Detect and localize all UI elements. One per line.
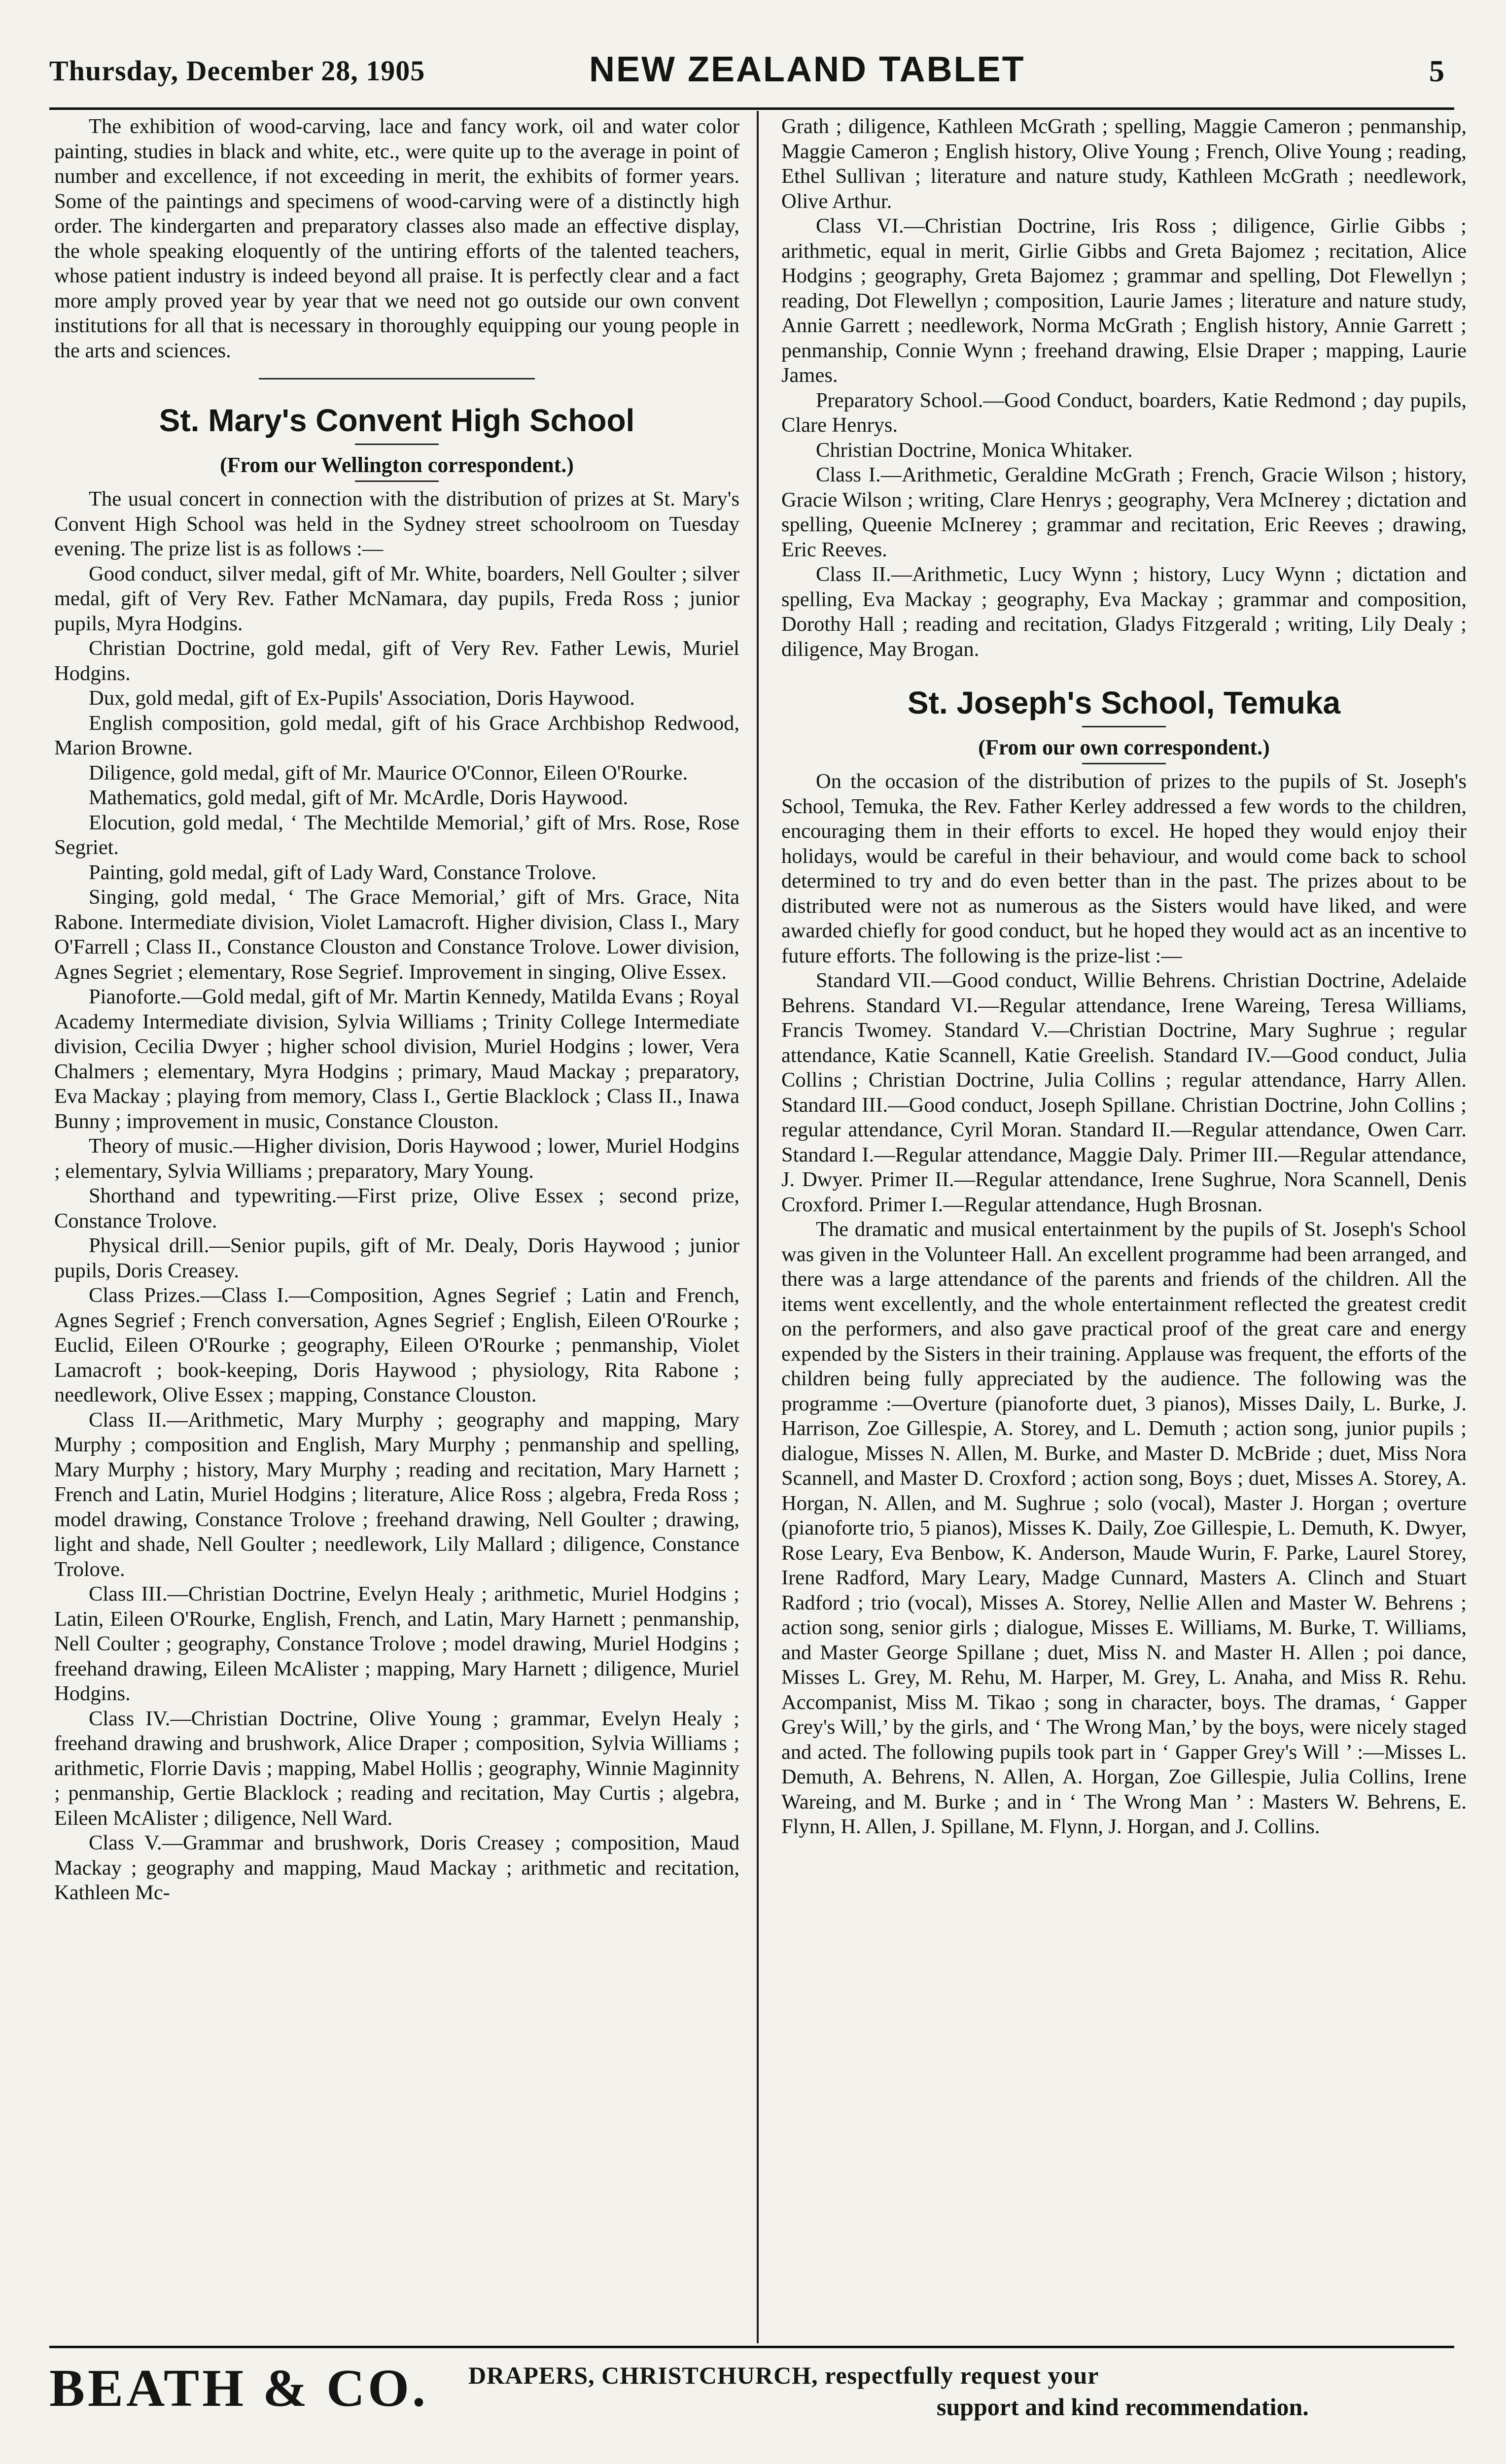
article-paragraph: Class III.—Christian Doctrine, Evelyn Healy ; arithmetic, Muriel Hodgins ; Latin, Eileen O'Rourke, English, French, and Latin, Mary Harnett ; penmanship, Nell Coulter ; geography, Constance Trolove ; model drawing, Muriel Hodgins ; freehand drawing, Eileen McAlister ; mapping, Mary Harnett ; diligence, Muriel Hodgins. <box>54 1582 739 1705</box>
article-paragraph: Dux, gold medal, gift of Ex-Pupils' Association, Doris Haywood. <box>89 686 635 710</box>
article-paragraph: Class II.—Arithmetic, Lucy Wynn ; history, Lucy Wynn ; dictation and spelling, Eva Mackay ; geography, Eva Mackay ; grammar and composition, Dorothy Hall ; reading and recitation, Gladys Fitzgerald ; writing, Lily Dealy ; diligence, May Brogan. <box>781 563 1467 661</box>
article-paragraph: Elocution, gold medal, ‘ The Mechtilde Memorial,’ gift of Mrs. Rose, Rose Segriet. <box>54 811 739 859</box>
page-header <box>49 44 1444 108</box>
article-paragraph: Pianoforte.—Gold medal, gift of Mr. Martin Kennedy, Matilda Evans ; Royal Academy Intermediate division, Sylvia Williams ; Trinity College Intermediate division, Cecilia Dwyer ; higher school division, Muriel Hodgins ; lower, Vera Chalmers ; elementary, Myra Hodgins ; primary, Maud Mackay ; preparatory, Eva Mackay ; playing from memory, Class I., Gertie Blacklock ; Class II., Inawa Bunny ; improvement in music, Constance Clouston. <box>54 985 739 1133</box>
section-divider <box>259 378 535 379</box>
page-number: 5 <box>1429 55 1444 88</box>
article-paragraph: Christian Doctrine, Monica Whitaker. <box>816 438 1133 462</box>
article-paragraph: Grath ; diligence, Kathleen McGrath ; spelling, Maggie Cameron ; penmanship, Maggie Cameron ; English history, Olive Young ; French, Olive Young ; reading, Ethel Sullivan ; literature and nature study, Kathleen McGrath ; needlework, Olive Arthur. <box>781 115 1467 213</box>
article-paragraph: Standard VII.—Good conduct, Willie Behrens. Christian Doctrine, Adelaide Behrens. Standard VI.—Regular attendance, Irene Wareing, Teresa Williams, Francis Twomey. Standard V.—Christian Doctrine, Mary Sughrue ; regular attendance, Katie Scannell, Katie Greelish. Standard IV.—Good conduct, Julia Collins ; Christian Doctrine, Julia Collins ; regular attendance, Harry Allen. Standard III.—Good conduct, Joseph Spillane. Christian Doctrine, John Collins ; regular attendance, Cyril Moran. Standard II.—Regular attendance, Owen Carr. Standard I.—Regular attendance, Maggie Daly. Primer III.—Regular attendance, J. Dwyer. Primer II.—Regular attendance, Irene Sughrue, Nora Scannell, Denis Croxford. Primer I.—Regular attendance, Hugh Brosnan. <box>781 969 1467 1216</box>
article-paragraph: Shorthand and typewriting.—First prize, Olive Essex ; second prize, Constance Trolove. <box>54 1184 739 1232</box>
article-paragraph: Class IV.—Christian Doctrine, Olive Young ; grammar, Evelyn Healy ; freehand drawing and brushwork, Alice Draper ; composition, Sylvia Williams ; arithmetic, Florrie Davis ; mapping, Mabel Hollis ; geography, Winnie Maginnity ; penmanship, Gertie Blacklock ; reading and recitation, May Curtis ; algebra, Eileen McAlister ; diligence, Nell Ward. <box>54 1707 739 1830</box>
article-paragraph: Painting, gold medal, gift of Lady Ward, Constance Trolove. <box>89 860 596 884</box>
article-paragraph: English composition, gold medal, gift of his Grace Archbishop Redwood, Marion Browne. <box>54 711 739 759</box>
advertisement-footer <box>49 2353 1454 2452</box>
article-paragraph: Singing, gold medal, ‘ The Grace Memorial,’ gift of Mrs. Grace, Nita Rabone. Intermediate division, Violet Lamacroft. Higher division, Class I., Mary O'Farrell ; Class II., Constance Clouston and Constance Trolove. Lower division, Agnes Segriet ; elementary, Rose Segrief. Improvement in singing, Olive Essex. <box>54 886 739 984</box>
article-paragraph: Physical drill.—Senior pupils, gift of Mr. Dealy, Doris Haywood ; junior pupils, Doris Creasey. <box>54 1234 739 1282</box>
article-paragraph: Class V.—Grammar and brushwork, Doris Creasey ; composition, Maud Mackay ; geography and mapping, Maud Mackay ; arithmetic and recitation, Kathleen Mc- <box>54 1831 739 1904</box>
byline-rule <box>1082 763 1166 764</box>
footer-rule <box>49 2346 1454 2348</box>
section-title-st-marys: St. Mary's Convent High School <box>159 403 635 438</box>
title-underline <box>355 444 439 445</box>
byline-wellington: (From our Wellington correspondent.) <box>220 453 574 477</box>
article-paragraph: Class Prizes.—Class I.—Composition, Agnes Segrief ; Latin and French, Agnes Segrief ; French conversation, Agnes Segrief ; English, Eileen O'Rourke ; Euclid, Eileen O'Rourke ; geography, Eileen O'Rourke ; penmanship, Violet Lamacroft ; book-keeping, Doris Haywood ; physiology, Rita Rabone ; needlework, Olive Essex ; mapping, Constance Clouston. <box>54 1284 739 1406</box>
byline-rule <box>355 480 439 482</box>
article-paragraph: Class II.—Arithmetic, Mary Murphy ; geography and mapping, Mary Murphy ; composition and English, Mary Murphy ; penmanship and spelling, Mary Murphy ; history, Mary Murphy ; reading and recitation, Mary Harnett ; French and Latin, Muriel Hodgins ; literature, Alice Ross ; algebra, Freda Ross ; model drawing, Constance Trolove ; freehand drawing, Nell Goulter ; drawing, light and shade, Nell Goulter ; needlework, Lily Mallard ; diligence, Constance Trolove. <box>54 1408 739 1581</box>
byline-temuka: (From our own correspondent.) <box>978 735 1270 759</box>
title-underline <box>1082 726 1166 727</box>
advertisement-line-1: DRAPERS, CHRISTCHURCH, respectfully request your <box>468 2361 1099 2389</box>
article-paragraph: Good conduct, silver medal, gift of Mr. White, boarders, Nell Goulter ; silver medal, gift of Very Rev. Father McNamara, day pupils, Freda Ross ; junior pupils, Myra Hodgins. <box>54 562 739 635</box>
article-paragraph: Preparatory School.—Good Conduct, boarders, Katie Redmond ; day pupils, Clare Henrys. <box>781 388 1467 437</box>
article-paragraph: Mathematics, gold medal, gift of Mr. McArdle, Doris Haywood. <box>89 786 629 809</box>
article-paragraph: Class I.—Arithmetic, Geraldine McGrath ; French, Gracie Wilson ; history, Gracie Wilson ; writing, Clare Henrys ; geography, Vera McInerey ; dictation and spelling, Queenie McInerey ; grammar and recitation, Eric Reeves ; drawing, Eric Reeves. <box>781 463 1467 561</box>
article-paragraph: Christian Doctrine, gold medal, gift of Very Rev. Father Lewis, Muriel Hodgins. <box>54 637 739 685</box>
article-paragraph: Diligence, gold medal, gift of Mr. Maurice O'Connor, Eileen O'Rourke. <box>89 761 688 785</box>
advertisement-line-2: support and kind recommendation. <box>937 2393 1309 2421</box>
right-column <box>781 114 1467 2339</box>
article-paragraph: Class VI.—Christian Doctrine, Iris Ross ; diligence, Girlie Gibbs ; arithmetic, equal in merit, Girlie Gibbs and Greta Bajomez ; recitation, Alice Hodgins ; geography, Greta Bajomez ; grammar and spelling, Dot Flewellyn ; reading, Dot Flewellyn ; composition, Laurie James ; literature and nature study, Annie Garrett ; needlework, Norma McGrath ; English history, Annie Garrett ; penmanship, Connie Wynn ; freehand drawing, Elsie Draper ; mapping, Laurie James. <box>781 214 1467 387</box>
article-paragraph: The dramatic and musical entertainment by the pupils of St. Joseph's School was given in the Volunteer Hall. An excellent programme had been arranged, and there was a large attendance of the parents and friends of the children. All the items went excellently, and the whole entertainment reflected the greatest credit on the performers, and also gave practical proof of the great care and energy expended by the Sisters in their training. Applause was frequent, the efforts of the children being fully appreciated by the audience. The following was the programme :—Overture (pianoforte duet, 3 pianos), Misses Daily, L. Burke, J. Harrison, Zoe Gillespie, A. Storey, and L. Demuth ; action song, junior pupils ; dialogue, Misses N. Allen, M. Burke, and Master D. McBride ; duet, Miss Nora Scannell, and Master D. Croxford ; action song, Boys ; duet, Misses A. Storey, A. Horgan, N. Allen, and M. Sughrue ; solo (vocal), Master J. Horgan ; overture (pianoforte trio, 5 pianos), Misses K. Daily, Zoe Gillespie, L. Demuth, K. Dwyer, Rose Leary, Eva Benbow, K. Anderson, Maude Wurin, F. Parke, Laurel Storey, Irene Radford, Mary Leary, Madge Cunnard, Masters A. Clinch and Stuart Radford ; trio (vocal), Misses A. Storey, Nellie Allen and Master W. Behrens ; action song, senior girls ; dialogue, Misses E. Williams, M. Burke, T. Williams, and Master George Spillane ; duet, Miss N. and Master H. Allen ; poi dance, Misses L. Grey, M. Rehu, M. Harper, M. Grey, L. Anaha, and Miss R. Rehu. Accompanist, Miss M. Tikao ; song in character, boys. The dramas, ‘ Gapper Grey's Will,’ by the girls, and ‘ The Wrong Man,’ by the boys, were nicely staged and acted. The following pupils took part in ‘ Gapper Grey's Will ’ :—Misses L. Demuth, A. Behrens, N. Allen, A. Horgan, Zoe Gillespie, Julia Collins, Irene Wareing, and M. Burke ; and in ‘ The Wrong Man ’ : Masters W. Behrens, E. Flynn, H. Allen, J. Spillane, M. Flynn, J. Horgan, and J. Collins. <box>781 1218 1467 1838</box>
section-title-st-josephs: St. Joseph's School, Temuka <box>907 685 1341 720</box>
article-paragraph: On the occasion of the distribution of prizes to the pupils of St. Joseph's School, Temuka, the Rev. Father Kerley addressed a few words to the children, encouraging them in their efforts to excel. He hoped they would enjoy their holidays, would be careful in their behaviour, and would come back to school determined to try and do even better than in the past. The prizes about to be distributed were not as numerous as the Sisters would have liked, and were awarded chiefly for good conduct, but he hoped they would act as an incentive to future efforts. The following is the prize-list :— <box>781 770 1467 967</box>
article-paragraph: Theory of music.—Higher division, Doris Haywood ; lower, Muriel Hodgins ; elementary, Sylvia Williams ; preparatory, Mary Young. <box>54 1134 739 1183</box>
header-rule <box>49 107 1454 110</box>
left-column <box>54 114 739 2339</box>
intro-paragraph: The exhibition of wood-carving, lace and fancy work, oil and water color painting, studies in black and white, etc., were quite up to the average in point of number and excellence, if not exceeding in merit, the exhibits of former years. Some of the paintings and specimens of wood-carving were of a distinctly high order. The kindergarten and preparatory classes also made an effective display, the whole speaking eloquently of the untiring efforts of the talented teachers, whose patient industry is indeed beyond all praise. It is perfectly clear and a fact more amply proved year by year that we need not go outside our own convent institutions for all that is necessary in thoroughly equipping our young people in the arts and sciences. <box>54 115 739 362</box>
column-divider <box>757 111 759 2343</box>
article-paragraph: The usual concert in connection with the distribution of prizes at St. Mary's Convent High School was held in the Sydney street schoolroom on Tuesday evening. The prize list is as follows :— <box>54 487 739 560</box>
issue-date: Thursday, December 28, 1905 <box>49 55 425 87</box>
masthead-title: NEW ZEALAND TABLET <box>589 50 1025 89</box>
advertiser-name: BEATH & CO. <box>49 2359 429 2418</box>
